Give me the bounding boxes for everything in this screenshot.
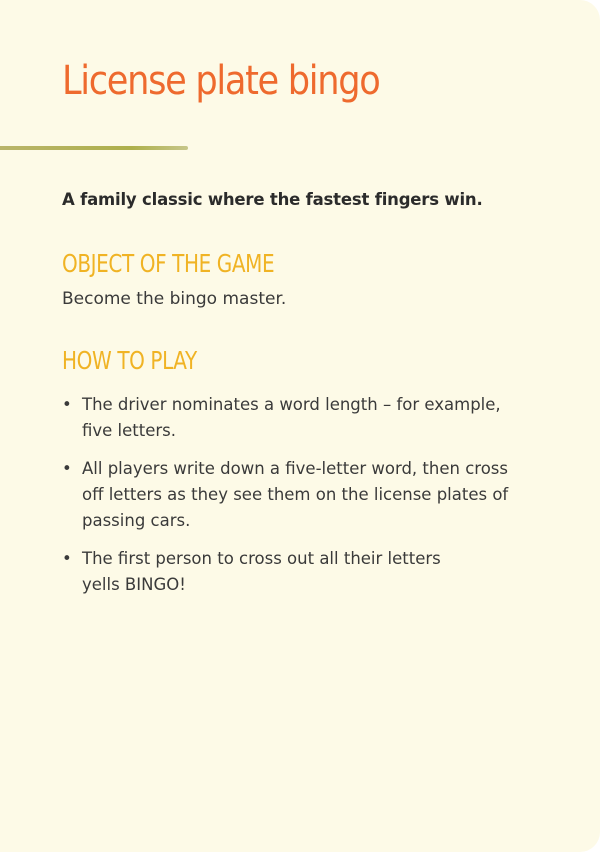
list-item	[62, 392, 532, 444]
step-text-line: The first person to cross out all their letters	[82, 549, 441, 568]
title-divider	[0, 146, 188, 150]
bullet-icon: •	[62, 395, 72, 414]
step-text-line: five letters.	[82, 421, 177, 440]
step-text-line: off letters as they see them on the license plates of	[82, 485, 509, 504]
object-heading: OBJECT OF THE GAME	[62, 249, 275, 278]
step-text-line: The driver nominates a word length – for example,	[82, 395, 501, 414]
card-tagline: A family classic where the fastest fingers win.	[62, 190, 483, 209]
list-item	[62, 546, 532, 598]
card-title: License plate bingo	[62, 58, 380, 104]
object-text: Become the bingo master.	[62, 289, 287, 309]
step-text-line: passing cars.	[82, 511, 191, 530]
how-to-play-list	[62, 392, 532, 610]
bullet-icon: •	[62, 549, 72, 568]
step-text-line: yells BINGO!	[82, 575, 186, 594]
bullet-icon: •	[62, 459, 72, 478]
step-text-line: All players write down a five-letter word, then cross	[82, 459, 508, 478]
list-item	[62, 456, 532, 534]
how-to-play-heading: HOW TO PLAY	[62, 346, 197, 375]
